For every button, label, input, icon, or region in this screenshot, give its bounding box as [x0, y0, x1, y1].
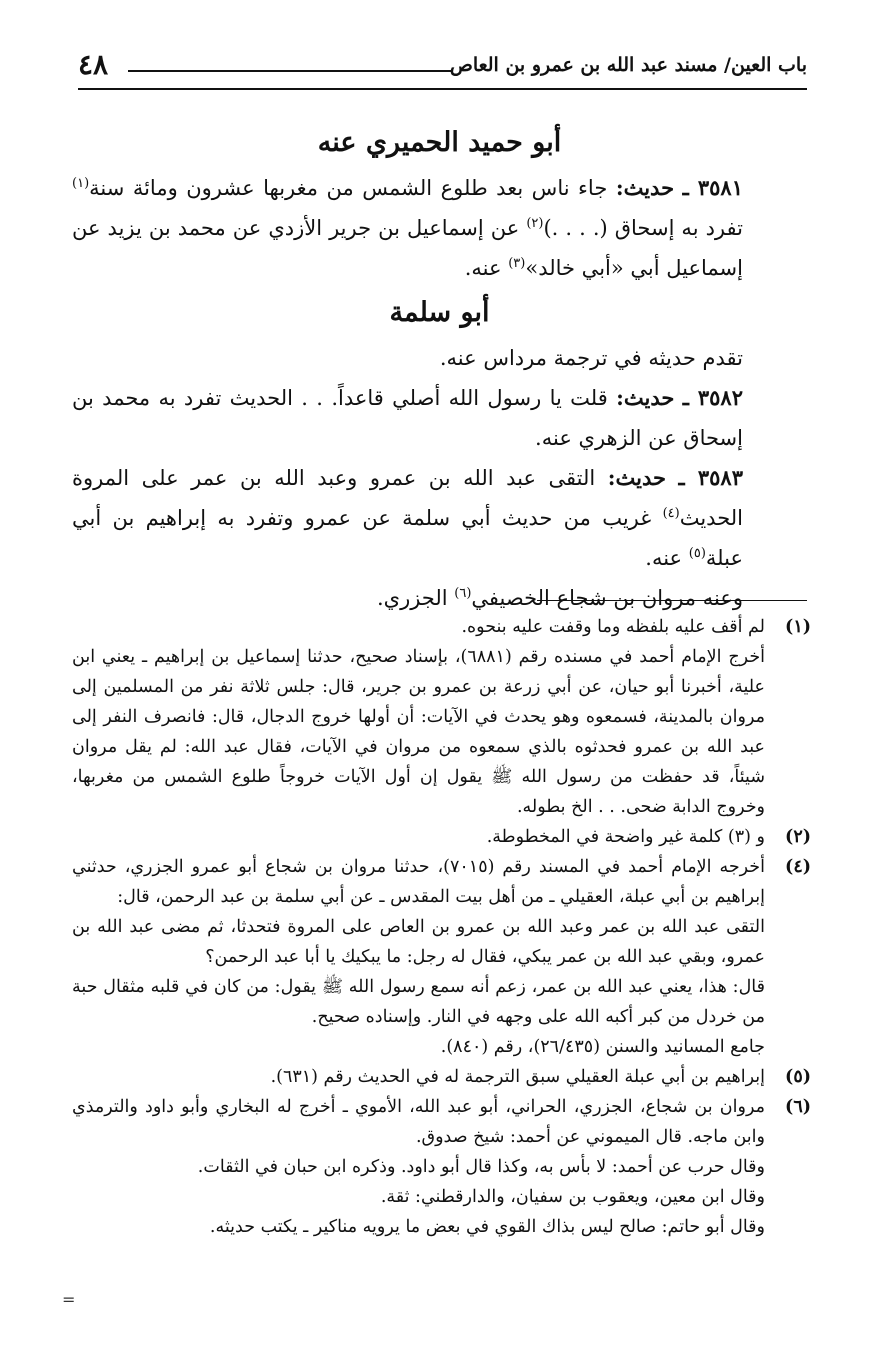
footnote-ref[interactable]: (٢) [526, 216, 544, 231]
footnote-ref[interactable]: (٦) [454, 586, 472, 601]
footnote-line: أخرج الإمام أحمد في مسنده رقم (٦٨٨١)، بإسناد صحيح، حدثنا إسماعيل بن إبراهيم ـ يعني ابن علية، أخبرنا أبو حيان، عن أبي زرعة بن عمرو بن جرير، قال: جلس ثلاثة نفر من المسلمين إلى مروان بالمدينة، فسمعوه وهو يحدث في الآيات: أن أولها خروج الدجال، قال: فانصرف النفر إلى عبد الله بن عمرو فحدثوه بالذي سمعوه من مروان في الآيات، فقال عبد الله: لم يقل مروان شيئاً، قد حفظت من رسول الله ﷺ يقول إن أول الآيات خروجاً طلوع الشمس من مغربها، وخروج الدابة ضحى. . . الخ بطوله. [72, 647, 765, 817]
footnote-1 [72, 612, 811, 822]
footnote-number: (١) [785, 617, 811, 637]
hadith-3583 [72, 458, 807, 578]
main-text [72, 118, 807, 618]
section-heading-abu-humayd: أبو حميد الحميري عنه [317, 127, 562, 158]
footnote-number: (٢) [785, 827, 811, 847]
hadith-text: التقى عبد الله بن عمرو وعبد الله بن عمر على المروة الحديث [72, 466, 743, 530]
footnote-5 [72, 1062, 811, 1092]
footnote-line: التقى عبد الله بن عمر وعبد الله بن عمرو بن العاص على المروة فتحدثا، ثم مضى عبد الله بن عمرو، وبقي عبد الله بن عمر يبكي، فقال له رجل: ما يبكيك يا أبا عبد الرحمن؟ [72, 917, 765, 967]
margin-mark: = [62, 1290, 76, 1309]
footnote-number: (٥) [785, 1067, 811, 1087]
header-rule [128, 70, 452, 72]
footnote-line: جامع المسانيد والسنن (٢٦/٤٣٥)، رقم (٨٤٠). [440, 1037, 765, 1057]
marwan-text: الجزري. [376, 586, 448, 610]
footnote-number: (٤) [785, 857, 811, 877]
footnote-ref[interactable]: (١) [72, 176, 90, 191]
footnote-6 [72, 1092, 811, 1242]
footnote-separator [537, 600, 807, 601]
section-heading-abu-salama: أبو سلمة [389, 297, 490, 328]
hadith-text: عن إسماعيل بن جرير الأزدي عن محمد بن يزيد عن إسماعيل أبي «أبي خالد» [72, 216, 743, 280]
cross-reference-note: تقدم حديثه في ترجمة مرداس عنه. [439, 346, 743, 370]
hadith-text: عنه. [464, 256, 502, 280]
hadith-label: حديث: [607, 465, 666, 490]
footnote-line: و (٣) كلمة غير واضحة في المخطوطة. [486, 827, 765, 847]
hadith-text: جاء ناس بعد طلوع الشمس من مغربها عشرون ومائة سنة [89, 176, 608, 200]
footnote-4 [72, 852, 811, 1062]
footnote-line: قال: هذا، يعني عبد الله بن عمر، زعم أنه سمع رسول الله ﷺ يقول: من كان في قلبه مثقال حبة من خردل من كبر أكبه الله على وجهه في النار. وإسناده صحيح. [72, 977, 765, 1027]
footnote-line: لم أقف عليه بلفظه وما وقفت عليه بنحوه. [461, 617, 765, 637]
hadith-text: قلت يا رسول الله أصلي قاعداً. . . الحديث تفرد به محمد بن إسحاق عن الزهري عنه. [72, 386, 743, 450]
footnote-line: وقال أبو حاتم: صالح ليس بذاك القوي في بعض ما يرويه مناكير ـ يكتب حديثه. [209, 1217, 765, 1237]
hadith-3581 [72, 168, 807, 288]
hadith-text: عنه. [645, 546, 683, 570]
footnote-line: مروان بن شجاع، الجزري، الحراني، أبو عبد الله، الأموي ـ أخرج له البخاري وأبو داود والترمذي وابن ماجه. قال الميموني عن أحمد: شيخ صدوق. [72, 1097, 765, 1147]
footnote-line: إبراهيم بن أبي عبلة العقيلي سبق الترجمة له في الحديث رقم (٦٣١). [270, 1067, 765, 1087]
footnote-ref[interactable]: (٤) [662, 506, 680, 521]
hadith-3582 [72, 378, 807, 458]
hadith-label: حديث: [615, 175, 675, 200]
hadith-text: غريب من حديث أبي سلمة عن عمرو وتفرد به إبراهيم بن أبي عبلة [72, 506, 743, 570]
running-header [78, 48, 807, 90]
footnote-line: أخرجه الإمام أحمد في المسند رقم (٧٠١٥)، حدثنا مروان بن شجاع أبو عمرو الجزري، حدثني إبراهيم بن أبي عبلة، العقيلي ـ من أهل بيت المقدس ـ عن أبي سلمة بن عبد الرحمن، قال: [72, 857, 765, 907]
hadith-label: حديث: [616, 385, 675, 410]
hadith-number: ٣٥٨٣ ـ [678, 465, 743, 490]
footnote-line: وقال ابن معين، ويعقوب بن سفيان، والدارقطني: ثقة. [380, 1187, 765, 1207]
hadith-text: تفرد به إسحاق (. . . .) [543, 216, 743, 240]
marwan-text: وعنه مروان بن شجاع الخصيفي [471, 586, 743, 610]
footnote-2 [72, 822, 811, 852]
page-number: ٤٨ [78, 48, 109, 81]
footnote-ref[interactable]: (٥) [688, 546, 706, 561]
footnote-ref[interactable]: (٣) [508, 256, 526, 271]
footnote-number: (٦) [785, 1097, 811, 1117]
running-title: باب العين/ مسند عبد الله بن عمرو بن العاص [449, 54, 807, 76]
footnotes [72, 612, 811, 1242]
footnote-line: وقال حرب عن أحمد: لا بأس به، وكذا قال أبو داود. وذكره ابن حبان في الثقات. [197, 1157, 765, 1177]
hadith-number: ٣٥٨١ ـ [682, 175, 743, 200]
hadith-number: ٣٥٨٢ ـ [682, 385, 743, 410]
